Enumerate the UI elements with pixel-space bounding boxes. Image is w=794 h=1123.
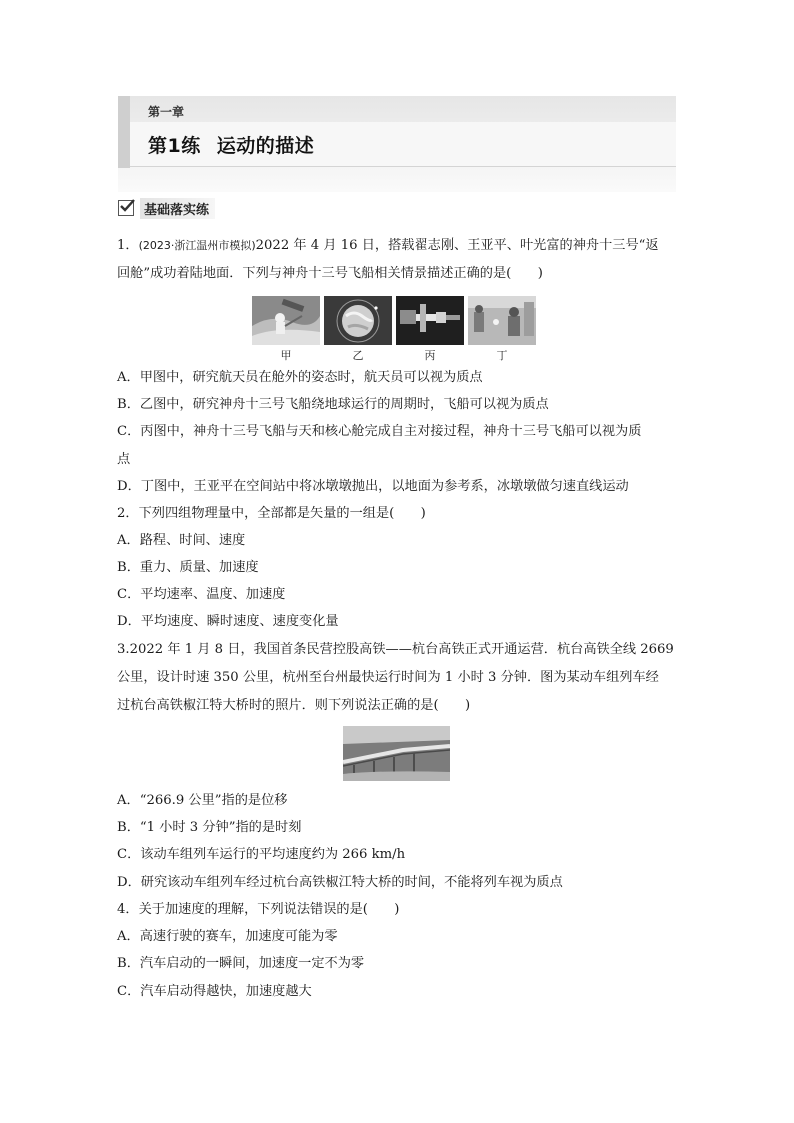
q2-option-b: B．重力、质量、加速度: [117, 560, 259, 575]
q3-option-d: D．研究该动车组列车经过杭台高铁椒江特大桥的时间，不能将列车视为质点: [117, 875, 563, 890]
q3-option-b: B．“1 小时 3 分钟”指的是时刻: [117, 820, 302, 835]
banner-accent-bar: [118, 96, 130, 168]
q1-image-strip: [252, 296, 542, 360]
q3-option-c: C．该动车组列车运行的平均速度约为 266 km/h: [117, 847, 406, 862]
q1-image-jia: [252, 296, 320, 345]
q1-stem-line2: 回舱”成功着陆地面．下列与神舟十三号飞船相关情景描述正确的是( ): [117, 266, 543, 281]
q1-image-yi: [324, 296, 392, 345]
q3-stem-line2: 公里，设计时速 350 公里，杭州至台州最快运行时间为 1 小时 3 分钟．图为某动车组列车经: [117, 670, 659, 685]
lesson-topic: 运动的描述: [216, 135, 315, 157]
section-title: 基础落实练: [140, 198, 215, 219]
q1-option-a: A．甲图中，研究航天员在舱外的姿态时，航天员可以视为质点: [117, 370, 483, 385]
q1-label-jia: 甲: [280, 349, 292, 362]
q4-option-b: B．汽车启动的一瞬间，加速度一定不为零: [117, 956, 365, 971]
q1-stem-text: 2022 年 4 月 16 日，搭载翟志刚、王亚平、叶光富的神舟十三号“返: [255, 238, 659, 253]
q1-label-yi: 乙: [352, 349, 364, 362]
q2-option-a: A．路程、时间、速度: [117, 533, 246, 548]
q2-option-d: D．平均速度、瞬时速度、速度变化量: [117, 614, 339, 629]
q1-option-c-line1: C．丙图中，神舟十三号飞船与天和核心舱完成自主对接过程，神舟十三号飞船可以视为质: [117, 424, 642, 439]
page-title: [148, 131, 314, 158]
q3-stem-line1: 3.2022 年 1 月 8 日，我国首条民营控股高铁——杭台高铁正式开通运营．杭台高铁全线 2669: [117, 642, 674, 657]
q1-option-d: D．丁图中，王亚平在空间站中将冰墩墩抛出，以地面为参考系，冰墩墩做匀速直线运动: [117, 479, 629, 494]
q2-stem: 2．下列四组物理量中，全部都是矢量的一组是( ): [117, 506, 426, 521]
q1-source: (2023·浙江温州市模拟): [138, 239, 256, 252]
q4-option-c: C．汽车启动得越快，加速度越大: [117, 984, 312, 999]
lesson-number: 第1练: [148, 135, 201, 157]
section-header: [118, 198, 215, 218]
q2-option-c: C．平均速率、温度、加速度: [117, 587, 286, 602]
q1-label-ding: 丁: [496, 349, 508, 362]
q1-image-bing: [396, 296, 464, 345]
q1-label-bing: 丙: [424, 349, 436, 362]
q1-option-b: B．乙图中，研究神舟十三号飞船绕地球运行的周期时，飞船可以视为质点: [117, 397, 549, 412]
q3-option-a: A．“266.9 公里”指的是位移: [117, 793, 288, 808]
q4-stem: 4．关于加速度的理解，下列说法错误的是( ): [117, 902, 400, 917]
q1-number: 1．: [117, 238, 139, 253]
q4-option-a: A．高速行驶的赛车，加速度可能为零: [117, 929, 338, 944]
chapter-label: 第一章: [148, 105, 185, 119]
q3-bridge-photo: [343, 726, 450, 781]
q3-stem-line3: 过杭台高铁椒江特大桥时的照片．则下列说法正确的是( ): [117, 698, 471, 713]
q1-stem-line1: [117, 236, 659, 256]
checkbox-icon: [118, 200, 134, 216]
q1-image-ding: [468, 296, 536, 345]
q1-option-c-line2: 点: [117, 452, 131, 467]
